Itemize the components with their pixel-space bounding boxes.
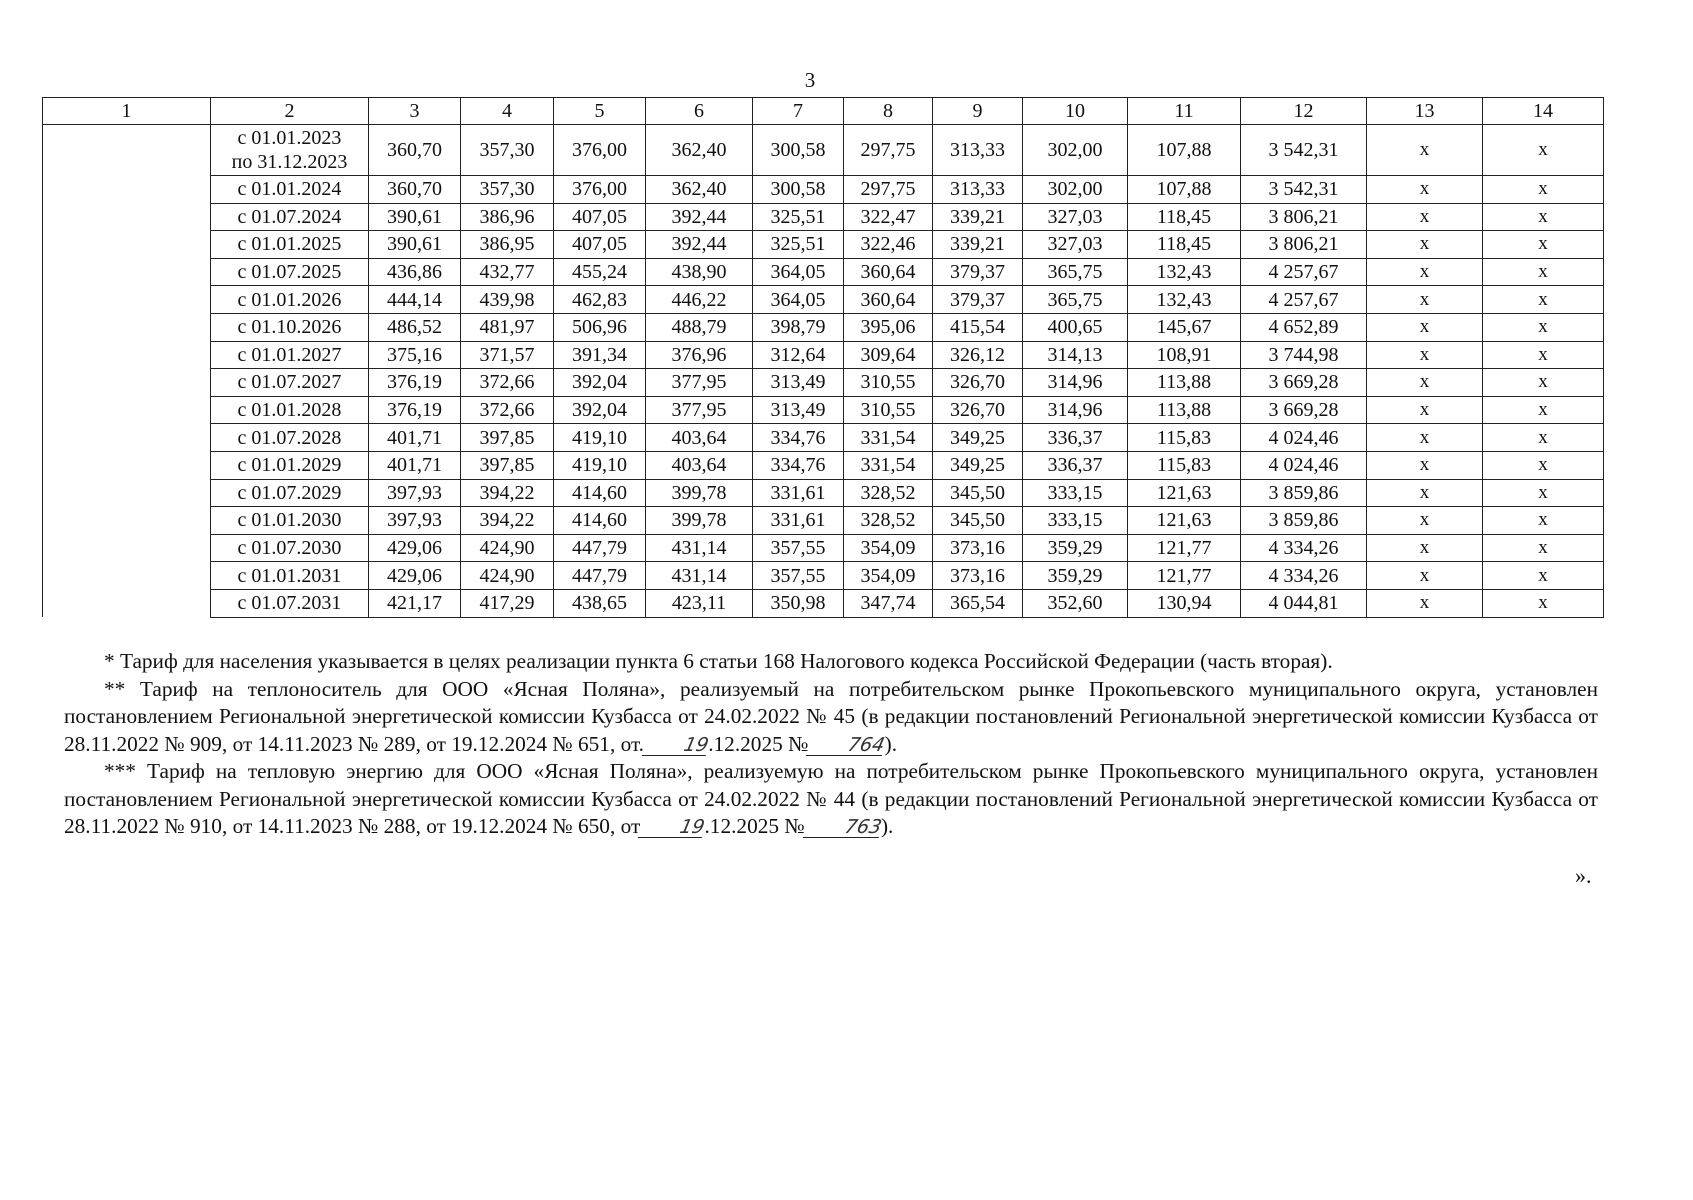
- tariff-value-cell: 438,90: [646, 258, 753, 286]
- tariff-value-cell: 394,22: [461, 479, 554, 507]
- table-row: [43, 125, 1604, 176]
- tariff-value-cell: 3 806,21: [1241, 231, 1367, 259]
- tariff-value-cell: 419,10: [554, 424, 646, 452]
- tariff-value-cell: 334,76: [753, 451, 844, 479]
- tariff-value-cell: 121,77: [1128, 562, 1241, 590]
- tariff-value-cell: 390,61: [369, 231, 461, 259]
- page-number: 3: [804, 68, 816, 92]
- period-cell: [211, 424, 369, 452]
- tariff-value-cell: 395,06: [844, 313, 933, 341]
- table-row: [43, 451, 1604, 479]
- period-line: с 01.01.2031: [237, 564, 342, 587]
- period-line: с 01.01.2024: [237, 178, 342, 201]
- tariff-value-cell: 481,97: [461, 313, 554, 341]
- tariff-value-cell: 357,55: [753, 534, 844, 562]
- tariff-value-cell: 397,93: [369, 507, 461, 535]
- not-applicable-cell: х: [1367, 562, 1483, 590]
- tariff-value-cell: 113,88: [1128, 396, 1241, 424]
- tariff-value-cell: 377,95: [646, 369, 753, 397]
- period-line: с 01.01.2029: [237, 454, 342, 477]
- tariff-value-cell: 322,46: [844, 231, 933, 259]
- tariff-value-cell: 113,88: [1128, 369, 1241, 397]
- not-applicable-cell: х: [1483, 125, 1604, 176]
- tariff-value-cell: 357,55: [753, 562, 844, 590]
- period-cell: [211, 258, 369, 286]
- tariff-value-cell: 360,70: [369, 125, 461, 176]
- period-cell: [211, 231, 369, 259]
- column-header: 14: [1483, 98, 1604, 125]
- tariff-value-cell: 4 257,67: [1241, 258, 1367, 286]
- tariff-value-cell: 310,55: [844, 396, 933, 424]
- period-cell: [211, 341, 369, 369]
- tariff-value-cell: 400,65: [1023, 313, 1128, 341]
- tariff-value-cell: 313,33: [933, 176, 1023, 204]
- column-header: 1: [43, 98, 211, 125]
- period-line: с 01.10.2026: [237, 316, 342, 339]
- tariff-value-cell: 360,70: [369, 176, 461, 204]
- not-applicable-cell: х: [1367, 507, 1483, 535]
- column-header: 7: [753, 98, 844, 125]
- tariff-value-cell: 376,00: [554, 176, 646, 204]
- period-line: с 01.01.2028: [237, 399, 342, 422]
- tariff-value-cell: 339,21: [933, 203, 1023, 231]
- tariff-value-cell: 339,21: [933, 231, 1023, 259]
- tariff-value-cell: 376,00: [554, 125, 646, 176]
- not-applicable-cell: х: [1483, 562, 1604, 590]
- tariff-value-cell: 364,05: [753, 286, 844, 314]
- tariff-value-cell: 446,22: [646, 286, 753, 314]
- tariff-value-cell: 331,61: [753, 479, 844, 507]
- tariff-value-cell: 488,79: [646, 313, 753, 341]
- tariff-value-cell: 121,63: [1128, 479, 1241, 507]
- tariff-value-cell: 362,40: [646, 176, 753, 204]
- tariff-value-cell: 399,78: [646, 479, 753, 507]
- tariff-value-cell: 403,64: [646, 424, 753, 452]
- tariff-value-cell: 3 669,28: [1241, 396, 1367, 424]
- not-applicable-cell: х: [1367, 286, 1483, 314]
- tariff-value-cell: 371,57: [461, 341, 554, 369]
- not-applicable-cell: х: [1483, 424, 1604, 452]
- tariff-value-cell: 365,75: [1023, 258, 1128, 286]
- tariff-value-cell: 313,33: [933, 125, 1023, 176]
- tariff-value-cell: 424,90: [461, 562, 554, 590]
- tariff-value-cell: 414,60: [554, 479, 646, 507]
- tariff-value-cell: 302,00: [1023, 125, 1128, 176]
- tariff-value-cell: 350,98: [753, 589, 844, 617]
- period-cell: [211, 562, 369, 590]
- not-applicable-cell: х: [1367, 125, 1483, 176]
- period-cell: [211, 451, 369, 479]
- not-applicable-cell: х: [1483, 286, 1604, 314]
- tariff-value-cell: 431,14: [646, 562, 753, 590]
- period-cell: [211, 125, 369, 176]
- tariff-value-cell: 373,16: [933, 534, 1023, 562]
- tariff-value-cell: 444,14: [369, 286, 461, 314]
- tariff-value-cell: 377,95: [646, 396, 753, 424]
- tariff-value-cell: 432,77: [461, 258, 554, 286]
- tariff-value-cell: 336,37: [1023, 424, 1128, 452]
- tariff-value-cell: 364,05: [753, 258, 844, 286]
- not-applicable-cell: х: [1483, 589, 1604, 617]
- tariff-value-cell: 357,30: [461, 125, 554, 176]
- period-cell: [211, 369, 369, 397]
- table-row: [43, 562, 1604, 590]
- period-cell: [211, 176, 369, 204]
- period-line: с 01.01.2030: [237, 509, 342, 532]
- tariff-value-cell: 415,54: [933, 313, 1023, 341]
- tariff-value-cell: 3 542,31: [1241, 176, 1367, 204]
- handwritten-number: 764: [806, 735, 887, 756]
- period-cell: [211, 507, 369, 535]
- not-applicable-cell: х: [1367, 424, 1483, 452]
- column-header: 4: [461, 98, 554, 125]
- tariff-value-cell: 314,13: [1023, 341, 1128, 369]
- tariff-value-cell: 118,45: [1128, 231, 1241, 259]
- column-header: 2: [211, 98, 369, 125]
- tariff-value-cell: 447,79: [554, 534, 646, 562]
- table-row: [43, 286, 1604, 314]
- period-line: с 01.01.2023: [237, 127, 342, 149]
- tariff-value-cell: 310,55: [844, 369, 933, 397]
- tariff-value-cell: 354,09: [844, 562, 933, 590]
- not-applicable-cell: х: [1483, 534, 1604, 562]
- not-applicable-cell: х: [1367, 258, 1483, 286]
- tariff-value-cell: 486,52: [369, 313, 461, 341]
- tariff-value-cell: 132,43: [1128, 286, 1241, 314]
- table-row: [43, 396, 1604, 424]
- tariff-value-cell: 4 024,46: [1241, 451, 1367, 479]
- footnote-3-text: *** Тариф на тепловую энергию для ООО «Ясная Поляна», реализуемую на потребительском рынке Прокопьевского муниципального округа, установлен постановлением Региональной энергетической комиссии Кузбасса от 24.02.2022 № 44 (в редакции постановлений Региональной энергетической комиссии Кузбасса от 28.11.2022 № 910, от 14.11.2023 № 288, от 19.12.2024 № 650, от: [64, 759, 1598, 838]
- tariff-value-cell: 4 334,26: [1241, 534, 1367, 562]
- tariff-value-cell: 334,76: [753, 424, 844, 452]
- period-line: с 01.01.2027: [237, 343, 342, 366]
- table-row: [43, 231, 1604, 259]
- tariff-value-cell: 421,17: [369, 589, 461, 617]
- tariff-value-cell: 386,96: [461, 203, 554, 231]
- period-line: с 01.07.2028: [237, 426, 342, 449]
- column-header: 10: [1023, 98, 1128, 125]
- tariff-value-cell: 345,50: [933, 479, 1023, 507]
- tariff-value-cell: 401,71: [369, 424, 461, 452]
- tariff-value-cell: 417,29: [461, 589, 554, 617]
- tariff-value-cell: 115,83: [1128, 424, 1241, 452]
- tariff-value-cell: 297,75: [844, 176, 933, 204]
- tariff-value-cell: 108,91: [1128, 341, 1241, 369]
- handwritten-day: 19: [642, 735, 711, 756]
- table-row: [43, 479, 1604, 507]
- tariff-value-cell: 314,96: [1023, 369, 1128, 397]
- footnote-3-end: ).: [880, 814, 894, 838]
- not-applicable-cell: х: [1483, 451, 1604, 479]
- period-line: с 01.07.2031: [237, 592, 342, 615]
- column-header: 11: [1128, 98, 1241, 125]
- tariff-value-cell: 455,24: [554, 258, 646, 286]
- tariff-value-cell: 3 859,86: [1241, 507, 1367, 535]
- tariff-value-cell: 376,19: [369, 369, 461, 397]
- tariff-value-cell: 312,64: [753, 341, 844, 369]
- tariff-value-cell: 376,96: [646, 341, 753, 369]
- column-header: 13: [1367, 98, 1483, 125]
- tariff-value-cell: 326,70: [933, 369, 1023, 397]
- not-applicable-cell: х: [1367, 396, 1483, 424]
- tariff-value-cell: 331,61: [753, 507, 844, 535]
- not-applicable-cell: х: [1483, 176, 1604, 204]
- not-applicable-cell: х: [1483, 341, 1604, 369]
- period-line: с 01.07.2027: [237, 371, 342, 394]
- not-applicable-cell: х: [1367, 589, 1483, 617]
- column-header: 8: [844, 98, 933, 125]
- not-applicable-cell: х: [1367, 313, 1483, 341]
- period-cell: [211, 313, 369, 341]
- tariff-value-cell: 365,75: [1023, 286, 1128, 314]
- not-applicable-cell: х: [1483, 203, 1604, 231]
- tariff-value-cell: 360,64: [844, 258, 933, 286]
- column-header: 12: [1241, 98, 1367, 125]
- period-line: по 31.12.2023: [231, 151, 348, 173]
- tariff-value-cell: 506,96: [554, 313, 646, 341]
- tariff-value-cell: 336,37: [1023, 451, 1128, 479]
- not-applicable-cell: х: [1483, 313, 1604, 341]
- tariff-value-cell: 394,22: [461, 507, 554, 535]
- closing-quote: ».: [1575, 863, 1592, 888]
- table-row: [43, 341, 1604, 369]
- tariff-value-cell: 372,66: [461, 396, 554, 424]
- tariff-value-cell: 326,12: [933, 341, 1023, 369]
- tariff-value-cell: 462,83: [554, 286, 646, 314]
- tariff-value-cell: 314,96: [1023, 396, 1128, 424]
- period-line: с 01.01.2025: [237, 233, 342, 256]
- tariff-value-cell: 403,64: [646, 451, 753, 479]
- tariff-value-cell: 349,25: [933, 424, 1023, 452]
- tariff-value-cell: 401,71: [369, 451, 461, 479]
- footnote-2-end: ).: [884, 731, 898, 756]
- tariff-value-cell: 407,05: [554, 203, 646, 231]
- tariff-value-cell: 392,44: [646, 203, 753, 231]
- not-applicable-cell: х: [1483, 396, 1604, 424]
- tariff-value-cell: 313,49: [753, 369, 844, 397]
- tariff-value-cell: 121,63: [1128, 507, 1241, 535]
- tariff-value-cell: 360,64: [844, 286, 933, 314]
- tariff-value-cell: 429,06: [369, 562, 461, 590]
- not-applicable-cell: х: [1483, 231, 1604, 259]
- tariff-value-cell: 328,52: [844, 507, 933, 535]
- not-applicable-cell: х: [1367, 479, 1483, 507]
- column-header: 3: [369, 98, 461, 125]
- period-cell: [211, 589, 369, 617]
- tariff-value-cell: 373,16: [933, 562, 1023, 590]
- not-applicable-cell: х: [1367, 534, 1483, 562]
- tariff-value-cell: 327,03: [1023, 203, 1128, 231]
- tariff-value-cell: 359,29: [1023, 562, 1128, 590]
- tariff-value-cell: 333,15: [1023, 507, 1128, 535]
- handwritten-number: 763: [802, 817, 883, 838]
- tariff-value-cell: 3 859,86: [1241, 479, 1367, 507]
- tariff-value-cell: 362,40: [646, 125, 753, 176]
- tariff-value-cell: 359,29: [1023, 534, 1128, 562]
- period-cell: [211, 479, 369, 507]
- footnote-3-date: .12.2025 №: [704, 814, 805, 838]
- table-row: [43, 507, 1604, 535]
- tariff-value-cell: 419,10: [554, 451, 646, 479]
- tariff-value-cell: 436,86: [369, 258, 461, 286]
- tariff-value-cell: 438,65: [554, 589, 646, 617]
- tariff-value-cell: 3 542,31: [1241, 125, 1367, 176]
- column-header: 9: [933, 98, 1023, 125]
- tariff-value-cell: 397,93: [369, 479, 461, 507]
- tariff-value-cell: 130,94: [1128, 589, 1241, 617]
- tariff-value-cell: 354,09: [844, 534, 933, 562]
- tariff-value-cell: 392,04: [554, 369, 646, 397]
- tariff-value-cell: 132,43: [1128, 258, 1241, 286]
- tariff-value-cell: 4 044,81: [1241, 589, 1367, 617]
- table-row: [43, 589, 1604, 617]
- tariff-value-cell: 4 652,89: [1241, 313, 1367, 341]
- not-applicable-cell: х: [1483, 369, 1604, 397]
- tariff-value-cell: 3 806,21: [1241, 203, 1367, 231]
- tariff-value-cell: 3 669,28: [1241, 369, 1367, 397]
- tariff-value-cell: 414,60: [554, 507, 646, 535]
- footnote-2: [64, 676, 1598, 759]
- tariff-value-cell: 431,14: [646, 534, 753, 562]
- tariff-value-cell: 313,49: [753, 396, 844, 424]
- tariff-value-cell: 379,37: [933, 286, 1023, 314]
- period-cell: [211, 534, 369, 562]
- tariff-value-cell: 322,47: [844, 203, 933, 231]
- period-line: с 01.07.2025: [237, 261, 342, 284]
- not-applicable-cell: х: [1367, 176, 1483, 204]
- handwritten-day: 19: [638, 817, 707, 838]
- table-row: [43, 176, 1604, 204]
- not-applicable-cell: х: [1367, 451, 1483, 479]
- tariff-value-cell: 423,11: [646, 589, 753, 617]
- empty-merged-cell: [43, 125, 211, 618]
- not-applicable-cell: х: [1483, 258, 1604, 286]
- tariff-value-cell: 325,51: [753, 203, 844, 231]
- tariff-value-cell: 391,34: [554, 341, 646, 369]
- tariff-value-cell: 4 257,67: [1241, 286, 1367, 314]
- tariff-value-cell: 3 744,98: [1241, 341, 1367, 369]
- tariff-value-cell: 302,00: [1023, 176, 1128, 204]
- not-applicable-cell: х: [1367, 369, 1483, 397]
- period-cell: [211, 286, 369, 314]
- period-line: с 01.01.2026: [237, 288, 342, 311]
- tariff-value-cell: 107,88: [1128, 176, 1241, 204]
- tariff-value-cell: 4 024,46: [1241, 424, 1367, 452]
- tariff-value-cell: 118,45: [1128, 203, 1241, 231]
- tariff-value-cell: 392,44: [646, 231, 753, 259]
- tariff-value-cell: 447,79: [554, 562, 646, 590]
- not-applicable-cell: х: [1367, 341, 1483, 369]
- tariff-value-cell: 347,74: [844, 589, 933, 617]
- tariff-value-cell: 429,06: [369, 534, 461, 562]
- table-header-row: [43, 98, 1604, 125]
- column-header: 5: [554, 98, 646, 125]
- footnote-1: * Тариф для населения указывается в целях реализации пункта 6 статьи 168 Налогового кодекса Российской Федерации (часть вторая).: [104, 649, 1333, 673]
- tariff-value-cell: 327,03: [1023, 231, 1128, 259]
- period-line: с 01.07.2024: [237, 205, 342, 228]
- footnote-2-date: .12.2025 №: [708, 731, 809, 756]
- tariff-value-cell: 107,88: [1128, 125, 1241, 176]
- footnote-3: [64, 758, 1598, 841]
- table-body: [43, 125, 1604, 618]
- tariff-value-cell: 397,85: [461, 424, 554, 452]
- tariff-value-cell: 4 334,26: [1241, 562, 1367, 590]
- tariff-value-cell: 372,66: [461, 369, 554, 397]
- tariff-value-cell: 424,90: [461, 534, 554, 562]
- tariff-value-cell: 325,51: [753, 231, 844, 259]
- table-row: [43, 313, 1604, 341]
- tariff-table: [42, 97, 1604, 618]
- tariff-value-cell: 300,58: [753, 125, 844, 176]
- tariff-value-cell: 375,16: [369, 341, 461, 369]
- tariff-value-cell: 407,05: [554, 231, 646, 259]
- not-applicable-cell: х: [1367, 231, 1483, 259]
- period-cell: [211, 203, 369, 231]
- footnote-2-text: ** Тариф на теплоноситель для ООО «Ясная Поляна», реализуемый на потребительском рынке Прокопьевского муниципального округа, установлен постановлением Региональной энергетической комиссии Кузбасса от 24.02.2022 № 45 (в редакции постановлений Региональной энергетической комиссии Кузбасса от 28.11.2022 № 909, от 14.11.2023 № 289, от 19.12.2024 № 651, от.: [64, 676, 1598, 756]
- tariff-value-cell: 439,98: [461, 286, 554, 314]
- tariff-value-cell: 115,83: [1128, 451, 1241, 479]
- tariff-value-cell: 399,78: [646, 507, 753, 535]
- table-row: [43, 424, 1604, 452]
- tariff-value-cell: 397,85: [461, 451, 554, 479]
- tariff-value-cell: 331,54: [844, 451, 933, 479]
- tariff-value-cell: 331,54: [844, 424, 933, 452]
- tariff-value-cell: 357,30: [461, 176, 554, 204]
- tariff-value-cell: 390,61: [369, 203, 461, 231]
- period-cell: [211, 396, 369, 424]
- period-line: с 01.07.2029: [237, 481, 342, 504]
- table-row: [43, 534, 1604, 562]
- tariff-value-cell: 333,15: [1023, 479, 1128, 507]
- table-row: [43, 369, 1604, 397]
- tariff-value-cell: 345,50: [933, 507, 1023, 535]
- not-applicable-cell: х: [1367, 203, 1483, 231]
- tariff-value-cell: 386,95: [461, 231, 554, 259]
- tariff-value-cell: 352,60: [1023, 589, 1128, 617]
- tariff-value-cell: 309,64: [844, 341, 933, 369]
- period-line: с 01.07.2030: [237, 537, 342, 560]
- tariff-value-cell: 398,79: [753, 313, 844, 341]
- tariff-value-cell: 145,67: [1128, 313, 1241, 341]
- tariff-value-cell: 297,75: [844, 125, 933, 176]
- tariff-value-cell: 365,54: [933, 589, 1023, 617]
- tariff-value-cell: 376,19: [369, 396, 461, 424]
- tariff-value-cell: 300,58: [753, 176, 844, 204]
- tariff-value-cell: 392,04: [554, 396, 646, 424]
- table-row: [43, 258, 1604, 286]
- column-header: 6: [646, 98, 753, 125]
- tariff-value-cell: 326,70: [933, 396, 1023, 424]
- tariff-value-cell: 349,25: [933, 451, 1023, 479]
- table-row: [43, 203, 1604, 231]
- tariff-value-cell: 121,77: [1128, 534, 1241, 562]
- not-applicable-cell: х: [1483, 479, 1604, 507]
- tariff-value-cell: 328,52: [844, 479, 933, 507]
- tariff-value-cell: 379,37: [933, 258, 1023, 286]
- not-applicable-cell: х: [1483, 507, 1604, 535]
- footnotes: [64, 648, 1598, 841]
